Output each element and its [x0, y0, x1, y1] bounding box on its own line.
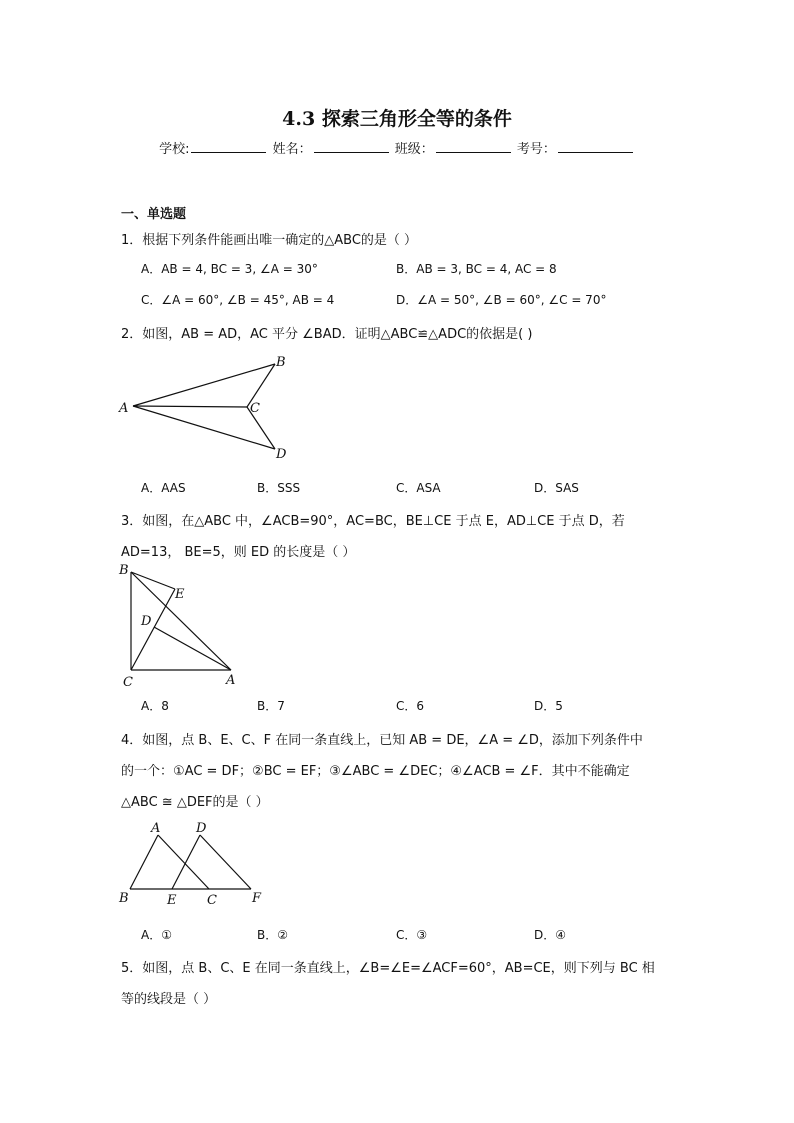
q4-label-a: A [151, 821, 161, 836]
q4-option-a: A．① [141, 928, 172, 942]
q2-label-a: A [119, 401, 129, 416]
q3-label-b: B [119, 563, 129, 578]
q4-label-c: C [207, 893, 217, 908]
q2-option-d: D．SAS [534, 481, 579, 495]
school-label: 学校: [159, 142, 190, 157]
q4-option-d: D．④ [534, 928, 566, 942]
q4-option-b: B．② [257, 928, 288, 942]
q1-option-c: C．∠A = 60°, ∠B = 45°, AB = 4 [141, 293, 335, 307]
class-label: 班级： [394, 142, 434, 157]
q2-stem: 2．如图，AB = AD，AC 平分 ∠BAD．证明△ABC≌△ADC的依据是( ) [121, 327, 533, 342]
q2-label-d: D [276, 447, 287, 462]
q1-option-d: D．∠A = 50°, ∠B = 60°, ∠C = 70° [396, 293, 607, 307]
q1-option-b: B．AB = 3, BC = 4, AC = 8 [396, 262, 557, 276]
q4-stem-line3: △ABC ≅ △DEF的是（ ） [121, 795, 269, 810]
q2-figure [115, 350, 305, 465]
number-label: 考号： [516, 142, 556, 157]
q4-label-b: B [119, 891, 129, 906]
q4-stem-line1: 4．如图，点 B、E、C、F 在同一条直线上，已知 AB = DE，∠A = ∠D，添加下列条件中 [121, 733, 643, 748]
q1-stem: 1．根据下列条件能画出唯一确定的△ABC的是（ ） [121, 233, 418, 248]
q2-option-c: C．ASA [396, 481, 441, 495]
q3-label-c: C [123, 675, 133, 688]
q4-label-e: E [167, 893, 177, 908]
q2-label-c: C [250, 401, 260, 416]
q4-option-c: C．③ [396, 928, 428, 942]
page-title: 4.3 探索三角形全等的条件 [282, 108, 512, 130]
q3-option-b: B．7 [257, 699, 285, 713]
q4-stem-line2: 的一个：①AC = DF；②BC = EF；③∠ABC = ∠DEC；④∠ACB = ∠F．其中不能确定 [121, 764, 630, 779]
number-blank [558, 140, 633, 153]
q3-label-a: A [226, 673, 236, 688]
name-label: 姓名： [272, 142, 312, 157]
q5-stem-line2: 等的线段是（ ） [121, 992, 217, 1007]
q4-label-f: F [252, 891, 262, 906]
q3-stem-line2: AD=13， BE=5，则 ED 的长度是（ ） [121, 545, 356, 560]
school-blank [191, 140, 266, 153]
q3-label-d: D [141, 614, 152, 629]
q4-figure [115, 818, 275, 910]
q3-option-d: D．5 [534, 699, 563, 713]
q3-stem-line1: 3．如图，在△ABC 中，∠ACB=90°，AC=BC，BE⊥CE 于点 E，AD⊥CE 于点 D，若 [121, 514, 625, 529]
section-heading: 一、单选题 [121, 207, 187, 222]
q2-label-b: B [276, 355, 286, 370]
q5-stem-line1: 5．如图，点 B、C、E 在同一条直线上，∠B=∠E=∠ACF=60°，AB=CE，则下列与 BC 相 [121, 961, 655, 976]
q3-option-a: A．8 [141, 699, 169, 713]
q3-option-c: C．6 [396, 699, 425, 713]
q1-option-a: A．AB = 4, BC = 3, ∠A = 30° [141, 262, 318, 276]
name-blank [314, 140, 389, 153]
q4-label-d: D [196, 821, 207, 836]
q3-figure [113, 558, 248, 688]
q2-option-b: B．SSS [257, 481, 301, 495]
q3-label-e: E [175, 587, 185, 602]
student-info-line [0, 138, 794, 157]
class-blank [436, 140, 511, 153]
q2-option-a: A．AAS [141, 481, 186, 495]
